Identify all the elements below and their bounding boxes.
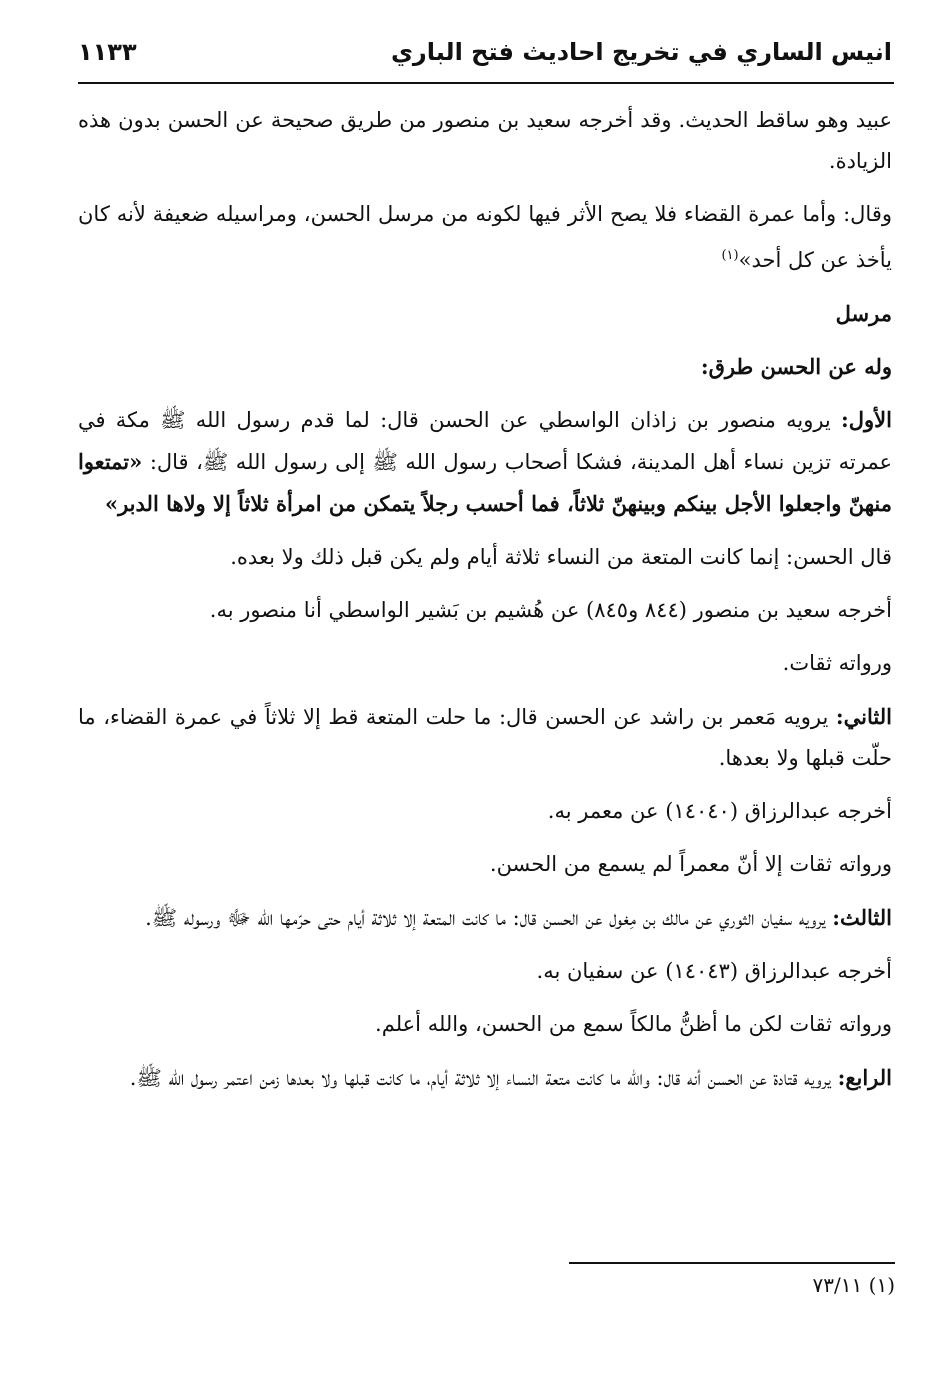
paragraph-text: ورواته ثقات.	[782, 651, 892, 675]
paragraph-first-route	[78, 399, 892, 525]
page-header	[78, 38, 892, 78]
paragraph	[78, 590, 892, 631]
paragraph-text: يرويه قتادة عن الحسن أنه قال: والله ما كانت متعة النساء إلا ثلاثة أيام، ما كانت قبلها ولا بعدها زمن اعتمر رسول الله ﷺ.	[129, 1066, 831, 1090]
hadith-quote: «تمتعوا منهنّ واجعلوا الأجل بينكم وبينهنّ ثلاثاً، فما أحسب رجلاً يتمكن من امرأة ثلاثاً إلا ولاها الدبر»	[78, 449, 892, 516]
paragraph-fourth-route	[78, 1057, 892, 1099]
route-label: الرابع:	[837, 1065, 892, 1090]
paragraph-quote-end	[78, 194, 892, 281]
paragraph-text: أخرجه عبدالرزاق (١٤٠٤٣) عن سفيان به.	[536, 959, 892, 983]
paragraph-text: ورواته ثقات إلا أنّ معمراً لم يسمع من الحسن.	[489, 852, 892, 876]
paragraph-text: يرويه مَعمر بن راشد عن الحسن قال: ما حلت المتعة قط إلا ثلاثاً في عمرة القضاء، ما حلّت قبلها ولا بعدها.	[78, 705, 892, 770]
paragraph	[78, 1004, 892, 1045]
paragraph	[78, 951, 892, 992]
page-body	[78, 100, 892, 1111]
footnote-text: ٧٣/١١	[812, 1273, 863, 1297]
section-heading-mursal: مرسل	[835, 301, 892, 326]
paragraph-text: يرويه منصور بن زاذان الواسطي عن الحسن قال: لما قدم رسول الله ﷺ مكة في عمرته تزين نساء أهل المدينة، فشكا أصحاب رسول الله ﷺ إلى رسول الله ﷺ، قال:	[78, 408, 892, 474]
paragraph	[78, 643, 892, 684]
running-title: انيس الساري في تخريج احاديث فتح الباري	[390, 38, 892, 66]
route-label: الثالث:	[832, 905, 892, 930]
paragraph-second-route	[78, 696, 892, 779]
paragraph-third-route	[78, 897, 892, 939]
footnote	[813, 1273, 895, 1297]
header-rule	[78, 82, 894, 84]
paragraph-text: ورواته ثقات لكن ما أظنُّ مالكاً سمع من الحسن، والله أعلم.	[375, 1012, 892, 1036]
paragraph-text: يرويه سفيان الثوري عن مالك بن مِغول عن الحسن قال: ما كانت المتعة إلا ثلاثة أيام حتى حرّمها الله ﷻ ورسوله ﷺ.	[145, 906, 826, 930]
footnote-ref: (١)	[721, 248, 739, 263]
paragraph-text: وقال: وأما عمرة القضاء فلا يصح الأثر فيها لكونه من مرسل الحسن، ومراسيله ضعيفة لأنه كان يأخذ عن كل أحد»	[78, 202, 892, 272]
section-heading-turuq: وله عن الحسن طرق:	[700, 354, 892, 379]
paragraph	[78, 791, 892, 832]
paragraph-continuation	[78, 100, 892, 182]
footnote-marker: (١)	[868, 1273, 895, 1297]
paragraph-text: عبيد وهو ساقط الحديث. وقد أخرجه سعيد بن منصور من طريق صحيحة عن الحسن بدون هذه الزيادة.	[78, 108, 892, 173]
route-label: الثاني:	[835, 704, 892, 729]
paragraph-text: أخرجه سعيد بن منصور (٨٤٤ و٨٤٥) عن هُشيم بن بَشير الواسطي أنا منصور به.	[209, 598, 892, 622]
page-number: ١١٣٣	[78, 38, 137, 66]
paragraph	[78, 537, 892, 578]
footnote-rule	[569, 1262, 895, 1264]
paragraph-text: أخرجه عبدالرزاق (١٤٠٤٠) عن معمر به.	[547, 799, 892, 823]
paragraph-text: قال الحسن: إنما كانت المتعة من النساء ثلاثة أيام ولم يكن قبل ذلك ولا بعده.	[230, 545, 892, 569]
route-label: الأول:	[841, 407, 892, 432]
paragraph	[78, 844, 892, 885]
